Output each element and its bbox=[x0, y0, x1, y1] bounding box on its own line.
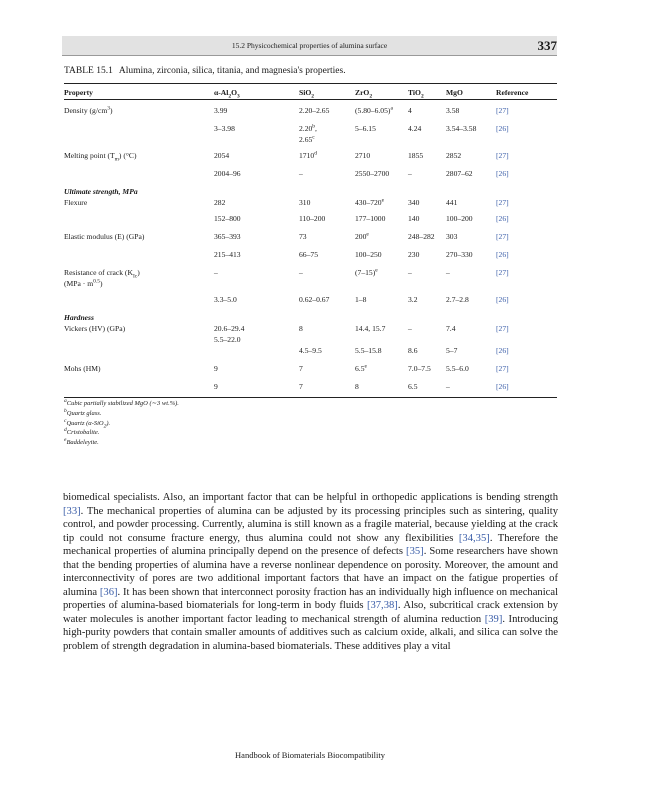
cell-sio2: – bbox=[299, 169, 303, 178]
table-row bbox=[64, 289, 557, 307]
cell-al2o3: 3.99 bbox=[214, 106, 228, 115]
cell-zro2: 6.5e bbox=[355, 363, 367, 373]
cell-reference[interactable]: [27] bbox=[496, 268, 509, 277]
cell-sio2: 310 bbox=[299, 198, 311, 207]
cell-al2o3: 365–393 bbox=[214, 232, 241, 241]
cell-reference[interactable]: [26] bbox=[496, 250, 509, 259]
cell-tio2: 248–282 bbox=[408, 232, 435, 241]
table-footnotes bbox=[64, 399, 179, 448]
cell-reference[interactable]: [27] bbox=[496, 106, 509, 115]
cell-mgo: 5.5–6.0 bbox=[446, 364, 469, 373]
cell-tio2: – bbox=[408, 268, 412, 277]
cell-al2o3: 282 bbox=[214, 198, 226, 207]
cell-zro2: 430–720e bbox=[355, 197, 385, 207]
cell-mgo: 7.4 bbox=[446, 324, 456, 333]
page-number: 337 bbox=[537, 38, 557, 53]
citation-link[interactable]: [36] bbox=[99, 586, 118, 598]
table-row bbox=[64, 118, 557, 145]
cell-zro2: $(5.80-6.05)^a$ bbox=[355, 105, 393, 115]
cell-sio2: – bbox=[299, 268, 303, 277]
cell-al2o3: 215–413 bbox=[214, 250, 241, 259]
cell-al2o3: 2004–96 bbox=[214, 169, 241, 178]
row-label: Density $(g/cm^3)$ bbox=[64, 105, 113, 115]
cell-mgo: 3.54–3.58 bbox=[446, 124, 477, 133]
table-row bbox=[64, 376, 557, 398]
cell-mgo: 5–7 bbox=[446, 346, 458, 355]
cell-sio2: 0.62–0.67 bbox=[299, 295, 330, 304]
cell-mgo: 2.7–2.8 bbox=[446, 295, 469, 304]
cell-zro2: 14.4, 15.7 bbox=[355, 324, 386, 333]
book-footer: Handbook of Biomaterials Biocompatibility bbox=[235, 750, 385, 760]
cell-mgo: 100–200 bbox=[446, 214, 473, 223]
cell-tio2: – bbox=[408, 324, 412, 333]
row-label: Melting point $(T_m)$ (°C) bbox=[64, 151, 137, 163]
cell-sio2: 2.20–2.65 bbox=[299, 106, 330, 115]
cell-reference[interactable]: [26] bbox=[496, 214, 509, 223]
cell-tio2: 1855 bbox=[408, 151, 424, 160]
cell-al2o3: 3.3–5.0 bbox=[214, 295, 237, 304]
cell-reference[interactable]: [27] bbox=[496, 151, 509, 160]
cell-mgo: 3.58 bbox=[446, 106, 460, 115]
citation-link[interactable]: [39] bbox=[484, 613, 503, 625]
cell-reference[interactable]: [27] bbox=[496, 232, 509, 241]
footnote-b: $^b$Quartz glass. bbox=[64, 407, 102, 417]
cell-mgo: 2807–62 bbox=[446, 169, 473, 178]
col-header-property: Property bbox=[64, 84, 214, 100]
cell-sio2: 110–200 bbox=[299, 214, 326, 223]
cell-zro2: 5.5–15.8 bbox=[355, 346, 382, 355]
cell-al2o3: – bbox=[214, 268, 218, 277]
cell-sio2: 2.20$^b$, 2.65$^c$ bbox=[299, 123, 317, 144]
cell-al2o3: 2054 bbox=[214, 151, 230, 160]
cell-zro2: 5–6.15 bbox=[355, 124, 376, 133]
cell-sio2: 73 bbox=[299, 232, 307, 241]
footnote-a: $^a$Cubic partially stabilized MgO (∼3 wt.%). bbox=[64, 397, 179, 407]
cell-reference[interactable]: [27] bbox=[496, 364, 509, 373]
col-header-sio2: SiO$_2$ bbox=[299, 84, 355, 100]
row-label: Hardness Vickers (HV) (GPa) bbox=[64, 313, 126, 333]
running-header bbox=[62, 36, 557, 56]
table-caption-text: Alumina, zirconia, silica, titania, and magnesia's properties. bbox=[118, 66, 346, 76]
section-heading: Hardness bbox=[64, 313, 94, 322]
table-row bbox=[64, 181, 557, 208]
cell-tio2: 140 bbox=[408, 214, 420, 223]
cell-reference[interactable]: [27] bbox=[496, 198, 509, 207]
citation-link[interactable]: [37,38] bbox=[366, 600, 398, 611]
cell-al2o3: 3–3.98 bbox=[214, 124, 235, 133]
col-header-al2o3: $\alpha-Al_2O_3$ bbox=[214, 84, 299, 100]
cell-tio2: 6.5 bbox=[408, 376, 446, 398]
cell-zro2: 2710 bbox=[355, 151, 371, 160]
table-caption bbox=[64, 66, 346, 76]
table-row bbox=[64, 345, 557, 358]
cell-reference[interactable]: [27] bbox=[496, 324, 509, 333]
col-header-zro2: ZrO$_2$ bbox=[355, 84, 408, 100]
cell-mgo: 2852 bbox=[446, 151, 462, 160]
cell-sio2: 4.5–9.5 bbox=[299, 346, 322, 355]
running-title: 15.2 Physicochemical properties of alumina surface bbox=[231, 41, 388, 50]
cell-tio2: 4.24 bbox=[408, 124, 422, 133]
table-label: TABLE 15.1 bbox=[64, 66, 113, 76]
table-row bbox=[64, 358, 557, 376]
table-row bbox=[64, 244, 557, 262]
cell-sio2: 7 bbox=[299, 376, 355, 398]
cell-sio2: 1710$^d$ bbox=[299, 150, 317, 160]
cell-zro2: 8 bbox=[355, 376, 408, 398]
table-row bbox=[64, 100, 557, 119]
citation-link[interactable]: [34,35] bbox=[458, 532, 490, 544]
footnote-e: $^e$Baddeleyite. bbox=[64, 437, 99, 447]
cell-zro2: 1–8 bbox=[355, 295, 367, 304]
cell-mgo: 270–330 bbox=[446, 250, 473, 259]
cell-reference[interactable]: [26] bbox=[496, 376, 557, 398]
table-row bbox=[64, 145, 557, 163]
footnote-c: $^c$Quartz (α-SiO$_2$). bbox=[64, 417, 111, 429]
cell-reference[interactable]: [26] bbox=[496, 295, 509, 304]
cell-al2o3: 152–800 bbox=[214, 214, 241, 223]
cell-tio2: 7.0–7.5 bbox=[408, 364, 431, 373]
cell-tio2: 3.2 bbox=[408, 295, 418, 304]
table-row bbox=[64, 307, 557, 345]
cell-mgo: – bbox=[446, 268, 450, 277]
citation-link[interactable]: [35] bbox=[406, 546, 424, 557]
row-label: Ultimate strength, MPa Flexure bbox=[64, 187, 138, 207]
cell-reference[interactable]: [26] bbox=[496, 124, 509, 133]
row-label: Resistance of crack $(K_{Ic})$ $(MPa \cdot m^{0.5})$ bbox=[64, 268, 140, 288]
table-row bbox=[64, 208, 557, 226]
col-header-reference: Reference bbox=[496, 84, 557, 100]
cell-tio2: 8.6 bbox=[408, 346, 418, 355]
cell-al2o3: 9 bbox=[214, 364, 218, 373]
cell-zro2: 100–250 bbox=[355, 250, 382, 259]
table-row bbox=[64, 226, 557, 244]
table-row bbox=[64, 163, 557, 181]
cell-tio2: 340 bbox=[408, 198, 420, 207]
table-row bbox=[64, 262, 557, 289]
row-label: Elastic modulus (E) (GPa) bbox=[64, 232, 145, 241]
cell-tio2: 4 bbox=[408, 106, 412, 115]
table-header-row bbox=[64, 84, 557, 100]
cell-mgo: 303 bbox=[446, 232, 458, 241]
cell-zro2: 177–1000 bbox=[355, 214, 386, 223]
col-header-mgo: MgO bbox=[446, 84, 496, 100]
cell-sio2: 7 bbox=[299, 364, 303, 373]
cell-tio2: 230 bbox=[408, 250, 420, 259]
cell-al2o3: 9 bbox=[214, 376, 299, 398]
cell-tio2: – bbox=[408, 169, 412, 178]
cell-reference[interactable]: [26] bbox=[496, 169, 509, 178]
cell-zro2: $(7-15)^e$ bbox=[355, 267, 378, 277]
cell-zro2: 2550–2700 bbox=[355, 169, 390, 178]
col-header-tio2: TiO$_2$ bbox=[408, 84, 446, 100]
cell-sio2: 8 bbox=[299, 324, 303, 333]
section-heading: Ultimate strength, MPa bbox=[64, 187, 138, 196]
row-label: Mohs (HM) bbox=[64, 364, 101, 373]
properties-table bbox=[64, 83, 557, 398]
citation-link[interactable]: [33] bbox=[63, 505, 81, 517]
cell-reference[interactable]: [26] bbox=[496, 346, 509, 355]
cell-mgo: – bbox=[446, 376, 496, 398]
cell-al2o3: 20.6–29.4 5.5–22.0 bbox=[214, 324, 245, 344]
cell-mgo: 441 bbox=[446, 198, 458, 207]
body-paragraph: biomedical specialists. Also, an important factor that can be helpful in orthopedic applications is bending strength [33]. The mechanical properties of alumina can be adjusted by its processing principles such as sintering, quality control, and powder processing. Currently, alumina is still known as a fragile material, because yielding at the crack tip could not consume fracture energy, thus alumina could not show any flexibilities [34,35]. Therefore the mechanical properties of alumina principally depend on the presence of defects [35]. Some researchers have shown that the bending properties of alumina have a reverse nonlinear dependence on porosity. Moreover, the amount and interconnectivity of pores are two additional important factors that have an impact on the fatigue properties of alumina [36]. It has been shown that interconnect porosity fraction has an individually high influence on mechanical properties of alumina-based biomaterials for long-term in body fluids [37,38]. Also, subcritical crack extension by water molecules is another important factor leading to mechanical strength of alumina reduction [39]. Introducing high-purity powders that contain smaller amounts of additives such as calcium oxide, alkali, and silica can solve the problem of strength degradation in alumina-based biomaterials. These additives play a vital bbox=[63, 492, 559, 652]
cell-sio2: 66–75 bbox=[299, 250, 318, 259]
footnote-d: $^d$Cristobalite. bbox=[64, 427, 100, 437]
cell-zro2: 200e bbox=[355, 231, 369, 241]
